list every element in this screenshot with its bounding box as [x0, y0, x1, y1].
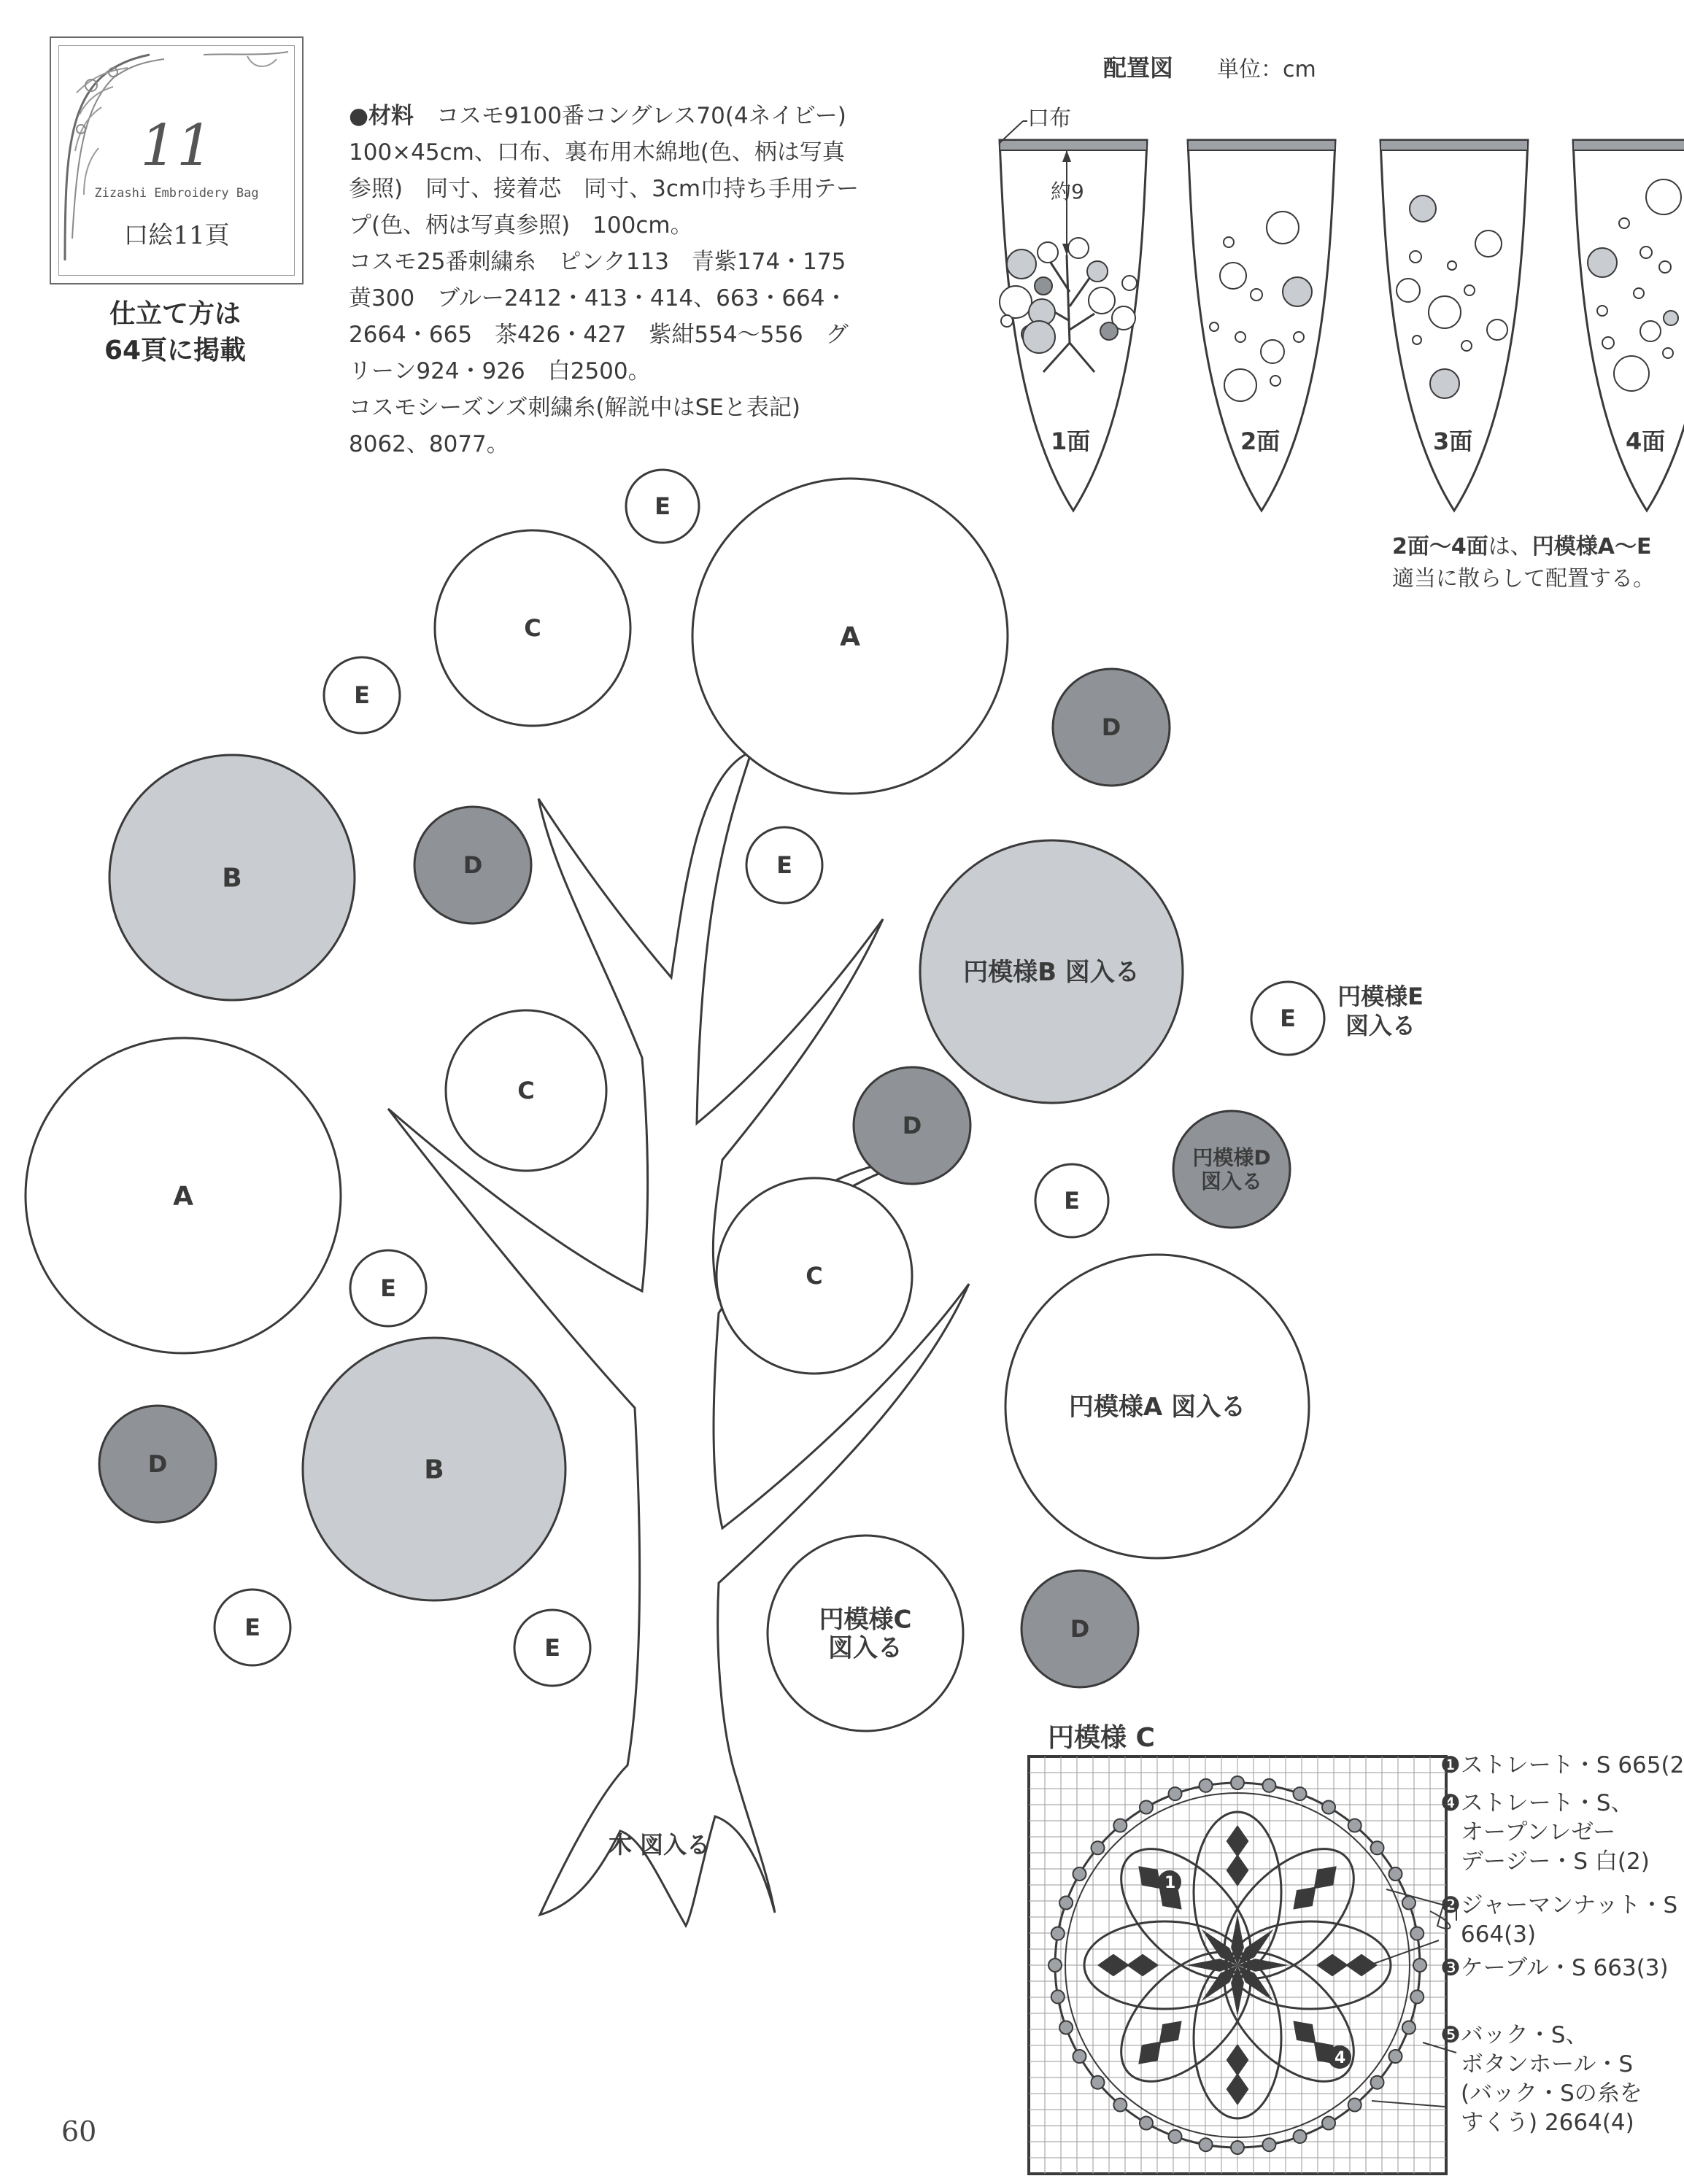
- legend-text: ストレート・S 665(2: [1460, 1752, 1684, 1778]
- pattern-circle-label: C: [517, 1077, 535, 1105]
- legend-item-1: [1440, 1751, 1684, 1780]
- legend-item-4: [1440, 1789, 1650, 1876]
- bead-stitch: [1410, 1927, 1424, 1940]
- pattern-circle-label: E: [1064, 1187, 1080, 1215]
- bead-stitch: [1389, 1867, 1402, 1881]
- bead-stitch: [1231, 1776, 1244, 1789]
- bead-stitch: [1402, 1896, 1415, 1909]
- pattern-c-title: 円模様 C: [1048, 1723, 1155, 1753]
- bead-stitch: [1402, 2021, 1415, 2034]
- materials-line: 2664・665 茶426・427 紫紺554〜556 グ: [349, 322, 849, 348]
- pattern-circle-label: B: [222, 863, 242, 894]
- project-subtitle: Zizashi Embroidery Bag: [94, 186, 259, 201]
- pattern-circle-label: 図入る: [828, 1633, 903, 1663]
- tree-label: 木 図入る: [609, 1831, 711, 1859]
- legend-text: ジャーマンナット・S: [1460, 1892, 1678, 1918]
- bead-stitch: [1113, 2099, 1127, 2112]
- pattern-circle-label: C: [806, 1262, 823, 1290]
- construction-line: 仕立て方は: [109, 299, 241, 329]
- legend-number: ❹: [1440, 1790, 1461, 1816]
- face-label: 4面: [1626, 427, 1666, 455]
- materials-line: コスモ25番刺繍糸 ピンク113 青紫174・175: [349, 249, 846, 275]
- materials-heading: ●材料: [349, 103, 414, 129]
- pattern-circle-label: D: [463, 851, 483, 880]
- bead-stitch: [1262, 2138, 1275, 2151]
- bead-stitch: [1371, 2076, 1384, 2089]
- layout-note-mid: は、: [1488, 534, 1532, 559]
- face-label: 3面: [1433, 427, 1473, 455]
- bead-stitch: [1073, 1867, 1086, 1881]
- page-number: 60: [61, 2115, 97, 2148]
- side-label-e: [1322, 982, 1439, 1040]
- legend-text: ケーブル・S 663(3): [1460, 1955, 1669, 1981]
- project-number: 11: [140, 113, 213, 179]
- legend-number: ❸: [1440, 1955, 1461, 1981]
- bead-stitch: [1048, 1959, 1062, 1972]
- diamond-fill: [1293, 2021, 1316, 2043]
- legend-text: すくう) 2664(4): [1461, 2110, 1634, 2136]
- bead-stitch: [1322, 1800, 1335, 1813]
- callout-1: 1: [1164, 1874, 1176, 1892]
- diamond-fill: [1138, 2042, 1161, 2064]
- pattern-circle-label: E: [244, 1614, 260, 1642]
- pattern-circle-label: 円模様D: [1192, 1145, 1271, 1170]
- legend-text: デージー・S 白(2): [1461, 1848, 1650, 1875]
- legend-number: ❷: [1440, 1892, 1461, 1918]
- legend-item-2: [1440, 1891, 1677, 1949]
- diamond-fill: [1314, 1866, 1337, 1889]
- legend-number: ❶: [1440, 1752, 1461, 1778]
- pattern-circle-label: E: [354, 681, 370, 710]
- materials-line: 黄300 ブルー2412・413・414、663・664・: [349, 285, 848, 311]
- bead-stitch: [1410, 1990, 1424, 2003]
- frontispiece-ref: 口絵11頁: [123, 221, 230, 250]
- pattern-circle-label: 図入る: [1200, 1169, 1263, 1193]
- materials-text: コスモ9100番コングレス70(4ネイビー): [436, 103, 846, 129]
- bead-stitch: [1348, 1819, 1362, 1832]
- pattern-circle-label: D: [1070, 1615, 1090, 1643]
- bead-stitch: [1200, 1779, 1213, 1792]
- pattern-circle-label: A: [173, 1181, 193, 1212]
- legend-number: ❺: [1440, 2022, 1461, 2048]
- legend-item-5: [1440, 2021, 1642, 2137]
- layout-note-bold: 2面〜4面: [1392, 534, 1488, 559]
- bead-stitch: [1231, 2141, 1244, 2154]
- diamond-fill: [1159, 2021, 1182, 2043]
- layout-unit: 単位：cm: [1217, 57, 1316, 82]
- measure-label: 約9: [1051, 179, 1084, 204]
- materials-line: 8062、8077。: [349, 431, 509, 457]
- pattern-circle-label: 円模様B 図入る: [963, 957, 1140, 987]
- materials-line: リーン924・926 白2500。: [349, 358, 651, 384]
- legend-item-3: [1440, 1953, 1669, 1983]
- bead-stitch: [1113, 1819, 1127, 1832]
- bead-stitch: [1348, 2099, 1362, 2112]
- side-label-e-line: 円模様E: [1337, 983, 1424, 1010]
- bead-stitch: [1051, 1927, 1065, 1940]
- bead-stitch: [1091, 2076, 1104, 2089]
- bead-stitch: [1322, 2117, 1335, 2130]
- pattern-circle-label: A: [840, 621, 860, 652]
- layout-title: 配置図: [1103, 54, 1174, 82]
- bead-stitch: [1294, 2130, 1307, 2143]
- bead-stitch: [1389, 2050, 1402, 2063]
- pattern-circle-label: 円模様A 図入る: [1068, 1392, 1246, 1422]
- bead-stitch: [1371, 1841, 1384, 1854]
- materials-line: 参照) 同寸、接着芯 同寸、3cm巾持ち手用テー: [349, 176, 860, 202]
- bead-stitch: [1413, 1959, 1426, 1972]
- pattern-circle-label: E: [776, 851, 792, 880]
- pattern-circle-label: E: [380, 1274, 396, 1303]
- pattern-circle-label: D: [902, 1112, 922, 1140]
- pattern-circle-label: D: [147, 1450, 168, 1479]
- legend-text: (バック・Sの糸を: [1461, 2080, 1642, 2107]
- bead-stitch: [1262, 1779, 1275, 1792]
- bead-stitch: [1168, 1787, 1181, 1800]
- legend-text: ボタンホール・S: [1461, 2051, 1634, 2077]
- bead-stitch: [1200, 2138, 1213, 2151]
- bead-stitch: [1073, 2050, 1086, 2063]
- pattern-circle-label: B: [424, 1455, 444, 1485]
- construction-line: 64頁に掲載: [104, 336, 247, 365]
- legend-text: バック・S、: [1460, 2022, 1588, 2048]
- diamond-fill: [1138, 1866, 1161, 1889]
- pattern-circle-label: D: [1101, 713, 1121, 742]
- diamond-fill: [1293, 1887, 1316, 1910]
- materials-line: プ(色、柄は写真参照) 100cm。: [349, 212, 693, 239]
- layout-note-line: 適当に散らして配置する。: [1392, 566, 1655, 592]
- pattern-circle-label: C: [524, 614, 541, 643]
- bead-stitch: [1059, 1896, 1073, 1909]
- bead-stitch: [1168, 2130, 1181, 2143]
- face-label: 1面: [1051, 427, 1091, 455]
- bead-stitch: [1140, 1800, 1153, 1813]
- bead-stitch: [1059, 2021, 1073, 2034]
- pattern-circle-label: 円模様C: [819, 1605, 912, 1635]
- pattern-circle-label: E: [1280, 1004, 1296, 1033]
- pattern-circle-label: E: [544, 1634, 560, 1662]
- mouth-label: 口布: [1027, 106, 1071, 131]
- layout-note-bold: 円模様A〜E: [1532, 534, 1652, 559]
- bead-stitch: [1091, 1841, 1104, 1854]
- materials-line: 100×45cm、口布、裏布用木綿地(色、柄は写真: [349, 139, 845, 166]
- bead-stitch: [1051, 1990, 1065, 2003]
- legend-text: ストレート・S、: [1460, 1790, 1634, 1816]
- pattern-circle-label: E: [654, 492, 671, 521]
- legend-text: 664(3): [1461, 1921, 1537, 1948]
- callout-4: 4: [1335, 2049, 1346, 2067]
- bead-stitch: [1140, 2117, 1153, 2130]
- face-label: 2面: [1240, 427, 1281, 455]
- bead-stitch: [1294, 1787, 1307, 1800]
- legend-text: オープンレゼー: [1461, 1819, 1616, 1846]
- materials-line: コスモシーズンズ刺繍糸(解説中はSEと表記): [349, 395, 800, 421]
- side-label-e-line: 図入る: [1345, 1012, 1415, 1039]
